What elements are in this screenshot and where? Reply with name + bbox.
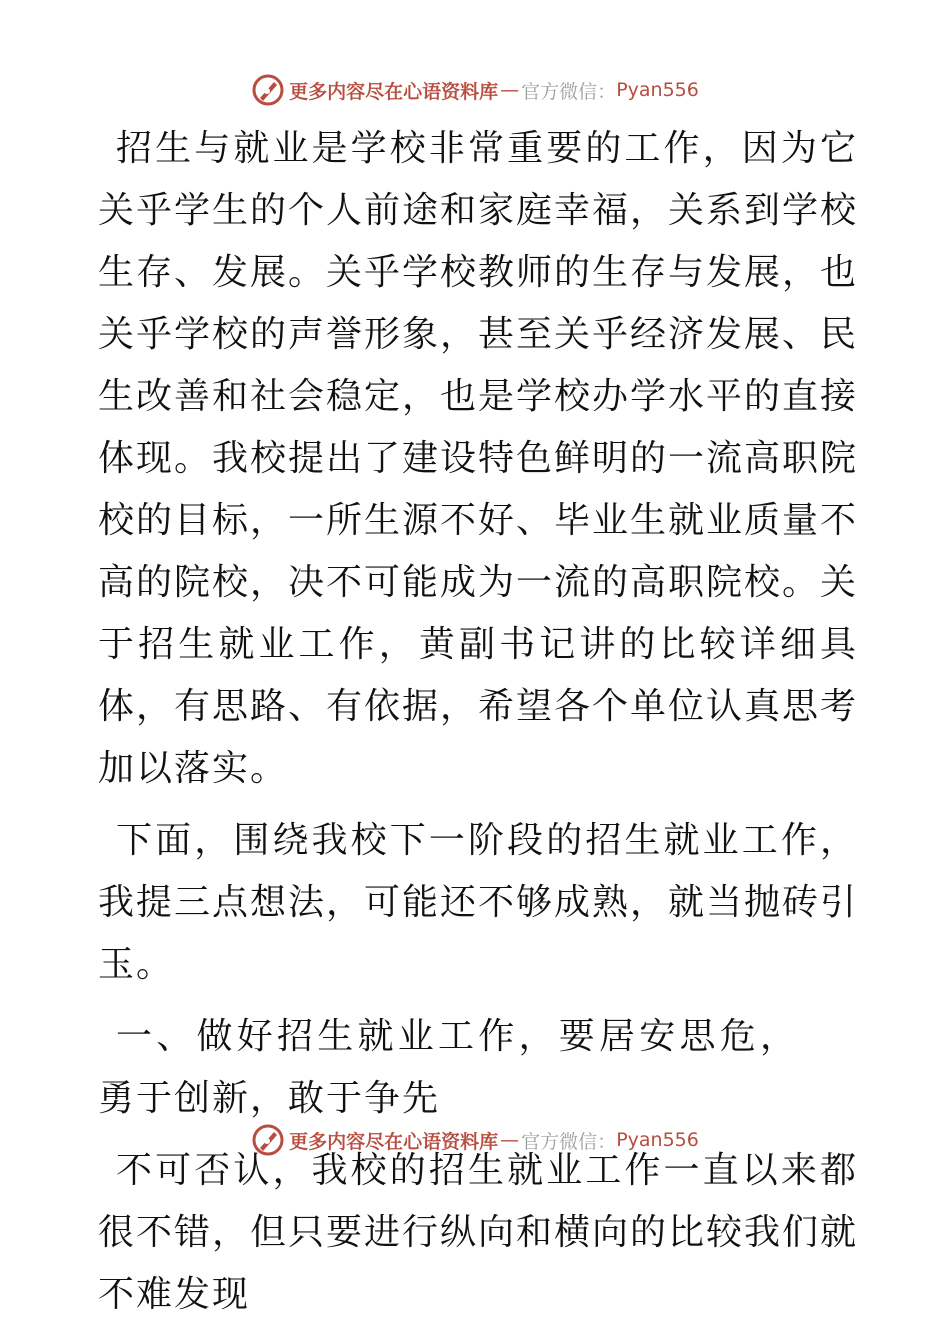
- watermark-id: Pyan556: [616, 1129, 699, 1151]
- watermark-text: 更多内容尽在心语资料库: [289, 1130, 499, 1153]
- pen-logo-icon: [251, 73, 285, 107]
- section-heading-1: 一、做好招生就业工作，要居安思危，勇于创新，敢于争先: [98, 1016, 798, 1119]
- watermark-text: 更多内容尽在心语资料库: [289, 80, 499, 103]
- watermark-label: 官方微信：: [521, 80, 617, 103]
- watermark-id: Pyan556: [616, 79, 699, 101]
- paragraph-2: 下面，围绕我校下一阶段的招生就业工作，我提三点想法，可能还不够成熟，就当抛砖引玉。: [98, 820, 859, 985]
- watermark-dash: —: [500, 1129, 520, 1151]
- paragraph-1: 招生与就业是学校非常重要的工作，因为它关乎学生的个人前途和家庭幸福，关系到学校生存、发展。关乎学校教师的生存与发展，也关乎学校的声誉形象，甚至关乎经济发展、民生改善和社会稳定，也是学校办学水平的直接体现。我校提出了建设特色鲜明的一流高职院校的目标，一所生源不好、毕业生就业质量不高的院校，决不可能成为一流的高职院校。关于招生就业工作，黄副书记讲的比较详细具体，有思路、有依据，希望各个单位认真思考加以落实。: [98, 128, 859, 789]
- pen-logo-icon: [251, 1123, 285, 1157]
- header-watermark: [0, 70, 950, 110]
- watermark-dash: —: [500, 79, 520, 101]
- paragraph-3: 不可否认，我校的招生就业工作一直以来都很不错，但只要进行纵向和横向的比较我们就不难发现: [98, 1150, 859, 1315]
- footer-watermark: [0, 1120, 950, 1160]
- watermark-label: 官方微信：: [521, 1130, 617, 1153]
